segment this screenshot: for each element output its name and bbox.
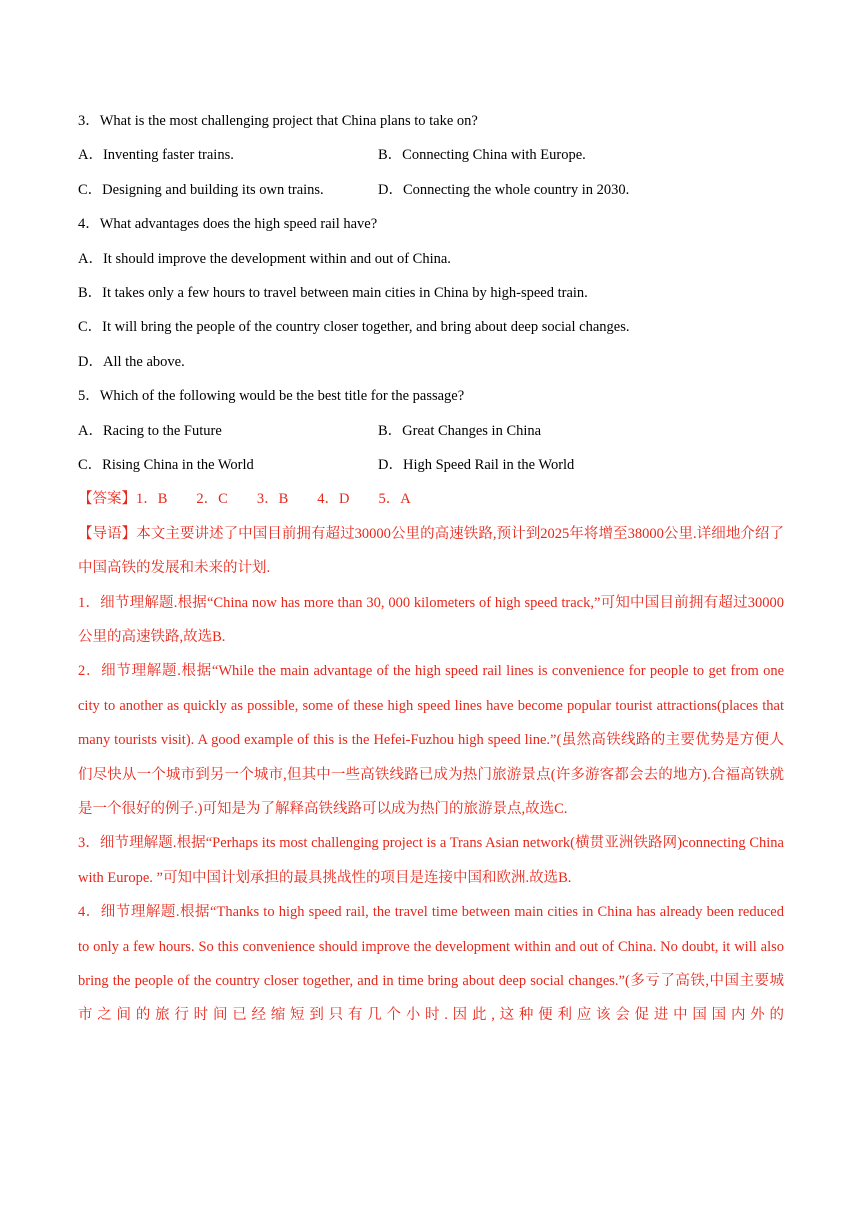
guide-summary: 【导语】本文主要讲述了中国目前拥有超过30000公里的高速铁路,预计到2025年将增至38000公里.详细地介绍了中国高铁的发展和未来的计划. — [78, 525, 784, 577]
explanation-4: 4．细节理解题.根据“Thanks to high speed rail, the travel time between main cities in China has already been reduced to only a few hours. So this convenience should improve the development within and out of China. No doubt, it will also bring the people of the country closer together, and in time bring about deep social changes.”(多亏了高铁,中国主要城市之间的旅行时间已经缩短到只有几个小时.因此,这种便利应该会促进中国国内外的 — [78, 904, 784, 1024]
question-3-options-row-2 — [78, 173, 784, 207]
option-d: D．All the above. — [78, 353, 185, 370]
option-c: C．Rising China in the World — [78, 456, 254, 473]
question-3: 3．What is the most challenging project that China plans to take on? — [78, 113, 478, 129]
option-a: A．Inventing faster trains. — [78, 147, 234, 164]
explanation-1: 1．细节理解题.根据“China now has more than 30, 000 kilometers of high speed track,”可知中国目前拥有超过30000公里的高速铁路,故选B. — [78, 594, 784, 645]
explanation-2: 2．细节理解题.根据“While the main advantage of the high speed rail lines is convenience for people to get from one city to another as quickly as possible, some of these high speed lines have become popular tourist attractions(places that many tourists visit). A good example of this is the Hefei-Fuzhou high speed line.”(虽然高铁线路的主要优势是方便人们尽快从一个城市到另一个城市,但其中一些高铁线路已成为热门旅游景点(许多游客都会去的地方).合福高铁就是一个很好的例子.)可知是为了解释高铁线路可以成为热门的旅游景点,故选C. — [78, 663, 784, 817]
option-a: A．Racing to the Future — [78, 422, 222, 439]
question-3-options-row-1 — [78, 138, 784, 172]
question-4: 4．What advantages does the high speed rail have? — [78, 216, 378, 233]
option-b: B．Great Changes in China — [378, 422, 542, 439]
option-c: C．It will bring the people of the country closer together, and bring about deep social changes. — [78, 319, 630, 336]
option-b: B．Connecting China with Europe. — [378, 147, 586, 164]
option-a: A．It should improve the development within and out of China. — [78, 250, 451, 267]
question-5-options-row-1 — [78, 414, 784, 448]
option-c: C．Designing and building its own trains. — [78, 181, 324, 198]
option-d: D．Connecting the whole country in 2030. — [378, 181, 630, 198]
option-d: D．High Speed Rail in the World — [378, 456, 575, 473]
question-5: 5．Which of the following would be the best title for the passage? — [78, 388, 465, 405]
option-b: B．It takes only a few hours to travel between main cities in China by high-speed train. — [78, 284, 588, 301]
question-5-options-row-2 — [78, 448, 784, 482]
answer-key: 【答案】1．B 2．C 3．B 4．D 5．A — [78, 491, 411, 508]
document-page — [78, 104, 784, 1033]
explanation-3: 3．细节理解题.根据“Perhaps its most challenging project is a Trans Asian network(横贯亚洲铁路网)connecting China with Europe. ”可知中国计划承担的最具挑战性的项目是连接中国和欧洲.故选B. — [78, 835, 784, 886]
